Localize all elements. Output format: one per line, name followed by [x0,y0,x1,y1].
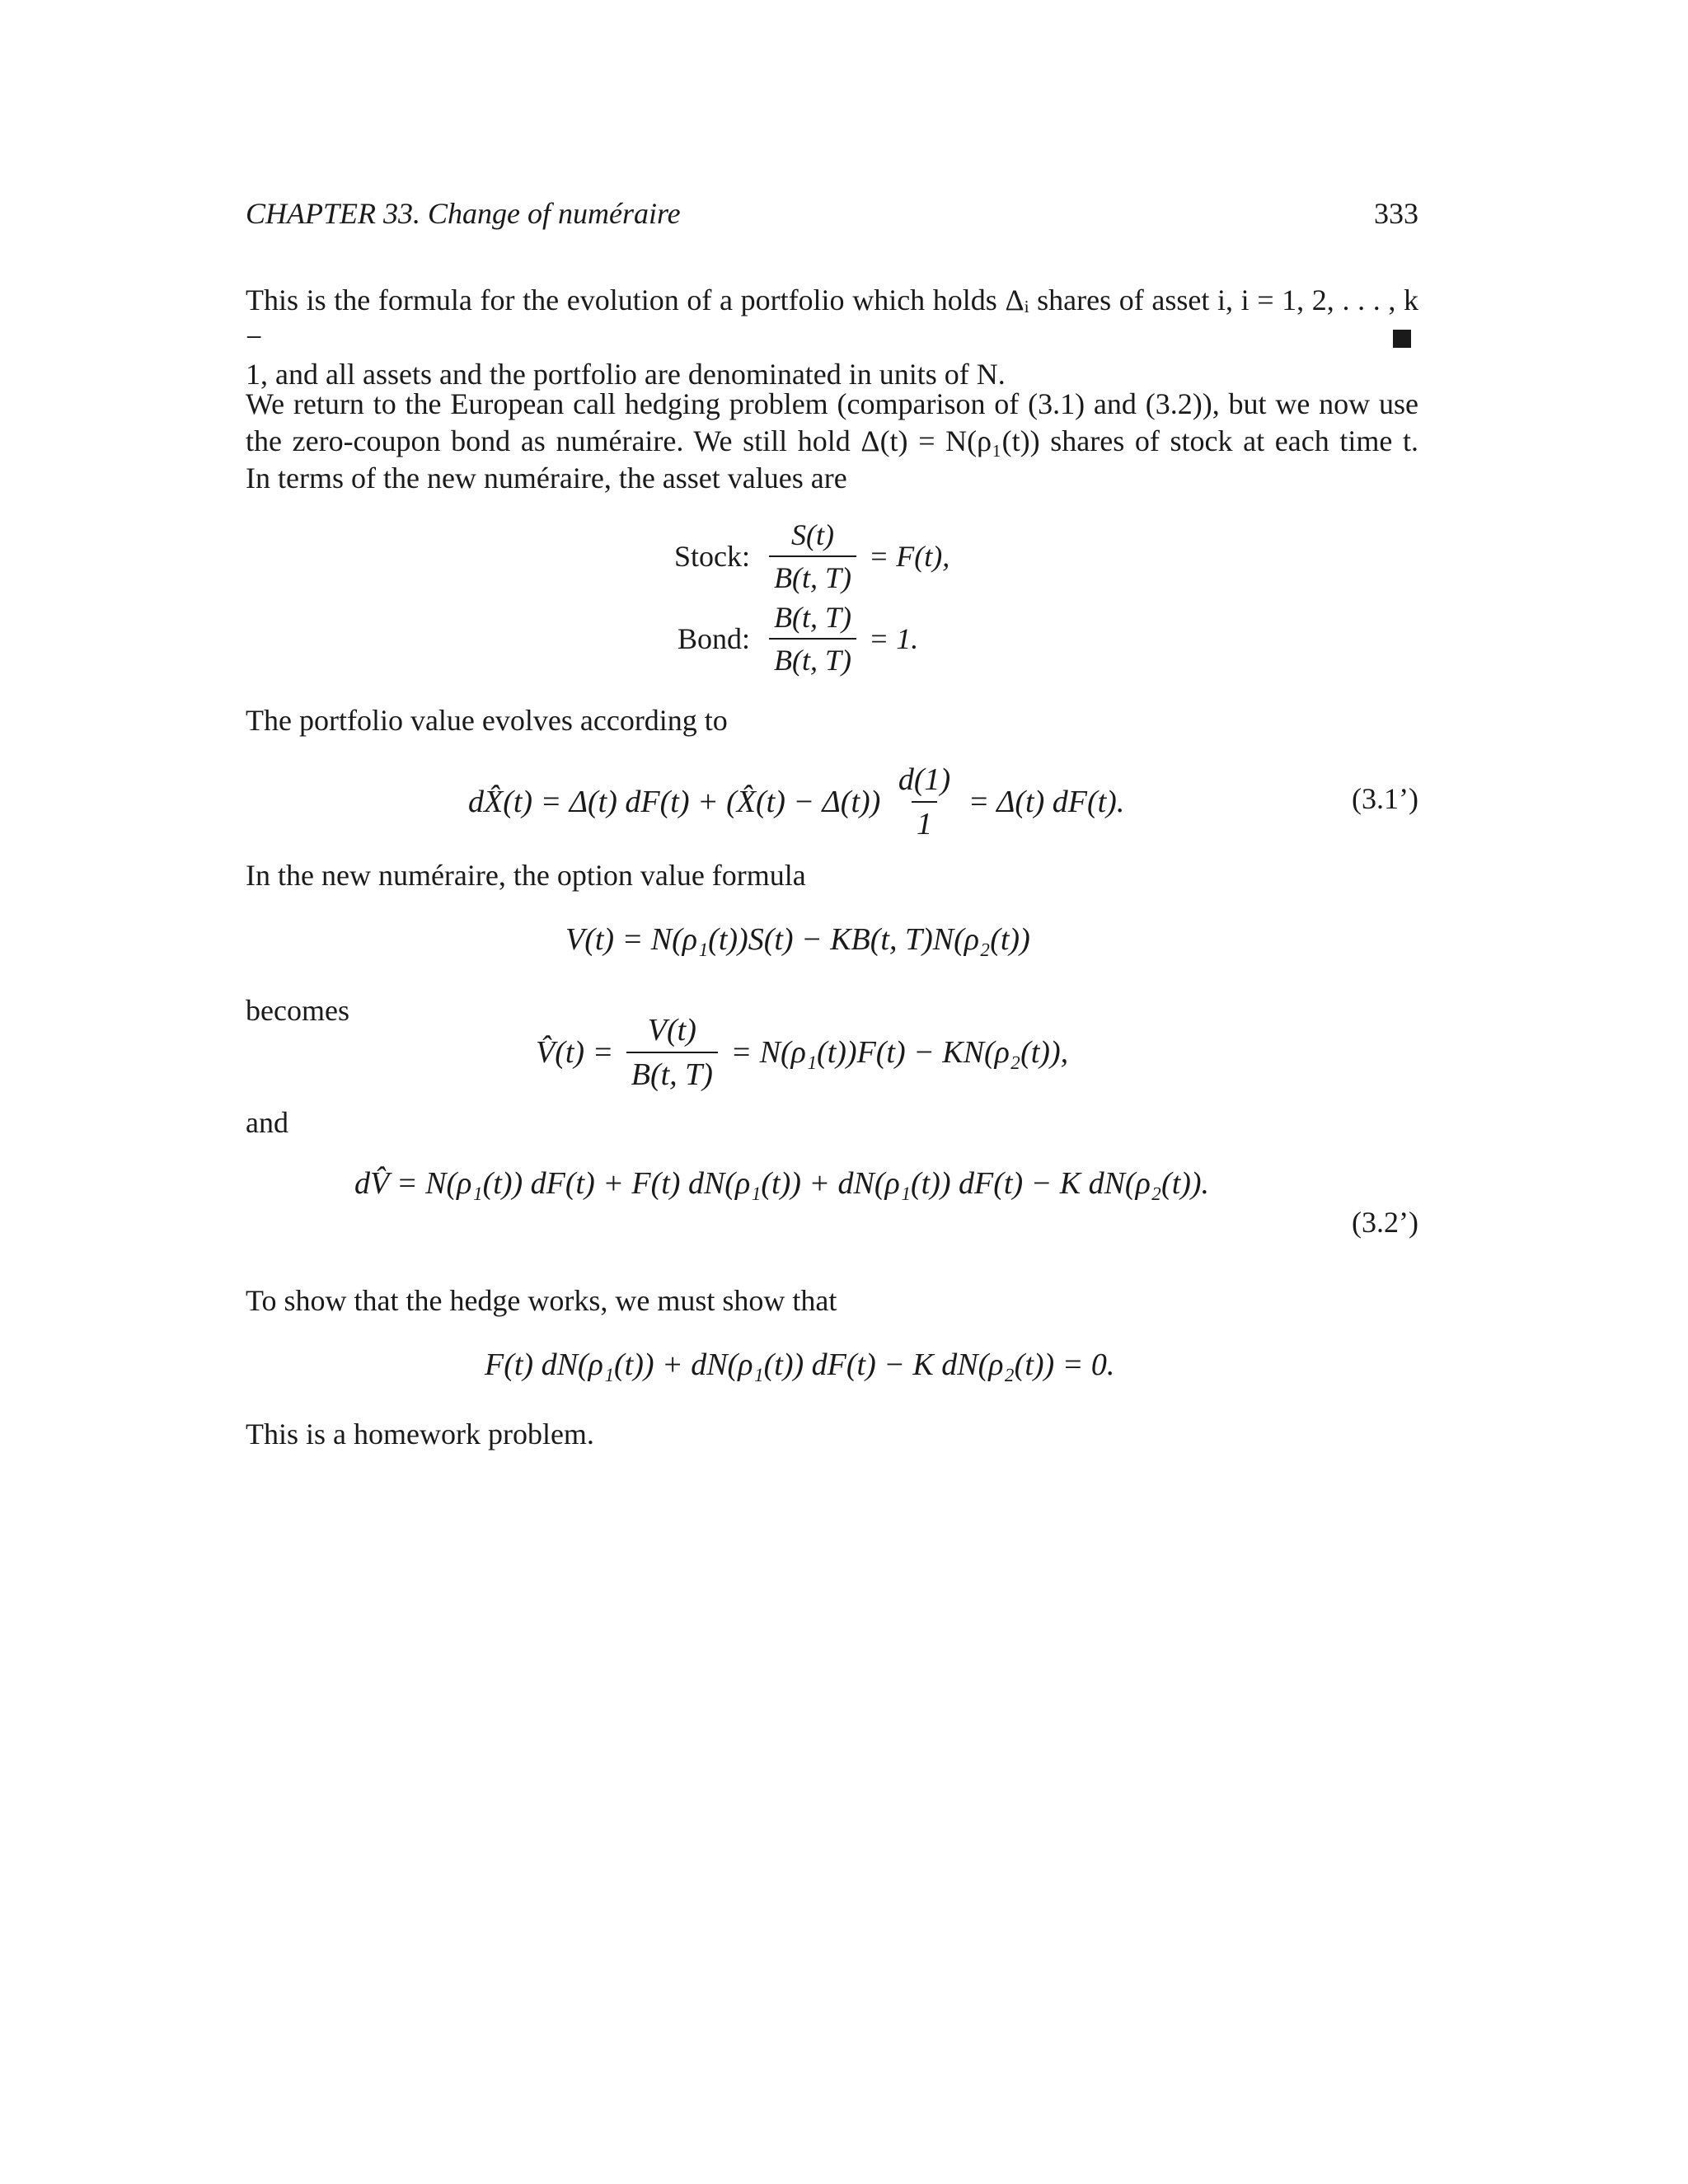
equation-fraction [626,1012,718,1093]
equation-option-value-new-numeraire [536,1012,1068,1093]
stock-label: Stock: [674,540,751,573]
bond-label: Bond: [678,622,751,655]
paragraph-line: We return to the European call hedging problem (comparison of (3.1) and (3.2)), but we now use [246,387,1418,420]
equation-number: (3.1’) [1352,782,1418,815]
paragraph-hedge-works: To show that the hedge works, we must show that [246,1284,837,1317]
paragraph-line: the zero-coupon bond as numéraire. We still hold Δ(t) = N(ρ₁(t)) shares of stock at each time t. [246,424,1418,457]
paragraph-line: This is the formula for the evolution of a portfolio which holds Δᵢ shares of asset i, i = 1, 2, . . . , k − [246,284,1418,354]
paragraph-homework: This is a homework problem. [246,1418,594,1451]
word-becomes: becomes [246,994,349,1027]
stock-fraction-numerator: S(t) [791,518,834,551]
fraction-numerator: d(1) [898,762,951,797]
equation-lhs: V̂(t) = [536,1035,614,1070]
equation-lhs: dX̂(t) = Δ(t) dF(t) + (X̂(t) − Δ(t)) [468,785,881,819]
paragraph-hedging-problem [246,386,1418,497]
equation-rhs: = N(ρ₁(t))F(t) − KN(ρ₂(t)), [730,1035,1069,1070]
paragraph-line: In terms of the new numéraire, the asset values are [246,462,847,494]
asset-stock-row [674,518,950,595]
stock-fraction [769,518,856,595]
bond-fraction-denominator: B(t, T) [769,638,856,677]
fraction-denominator: 1 [912,801,937,842]
paragraph-portfolio-value: The portfolio value evolves according to [246,704,728,737]
running-head: CHAPTER 33. Change of numéraire [246,197,681,230]
equation-hedge-condition: F(t) dN(ρ₁(t)) + dN(ρ₁(t)) dF(t) − K dN(ρ₂(t)) = 0. [485,1347,1115,1382]
word-and: and [246,1106,288,1139]
asset-bond-row [678,600,918,677]
page-number: 333 [1374,197,1418,230]
equation-3-1-prime [468,762,1124,842]
equation-number: (3.2’) [1352,1206,1418,1239]
paragraph-line: 1, and all assets and the portfolio are denominated in units of N. [246,358,1006,391]
fraction-denominator: B(t, T) [626,1052,718,1093]
stock-fraction-denominator: B(t, T) [769,555,856,595]
bond-rhs: = 1. [869,622,919,655]
paragraph-option-value: In the new numéraire, the option value formula [246,859,806,892]
fraction-numerator: V(t) [647,1013,696,1047]
stock-rhs: = F(t), [869,540,950,573]
equation-rhs: = Δ(t) dF(t). [968,785,1125,819]
equation-option-value: V(t) = N(ρ₁(t))S(t) − KB(t, T)N(ρ₂(t)) [565,922,1030,957]
paragraph-portfolio-evolution [246,282,1418,393]
equation-3-2-prime: dV̂ = N(ρ₁(t)) dF(t) + F(t) dN(ρ₁(t)) + dN(ρ₁(t)) dF(t) − K dN(ρ₂(t)). [354,1166,1210,1201]
bond-fraction [769,600,856,677]
bond-fraction-numerator: B(t, T) [774,601,851,634]
equation-fraction [893,762,955,842]
end-of-proof-square [1393,330,1411,348]
